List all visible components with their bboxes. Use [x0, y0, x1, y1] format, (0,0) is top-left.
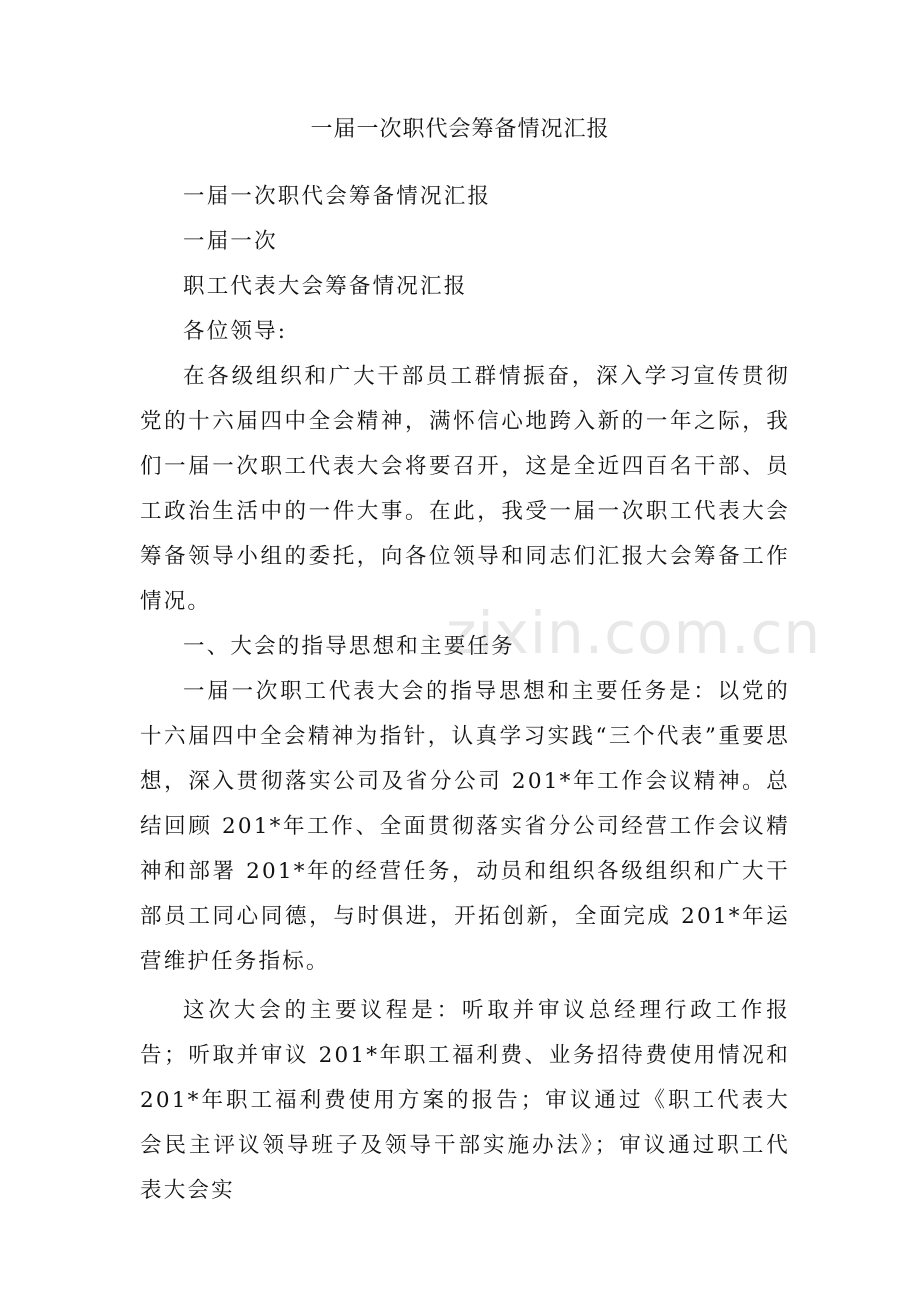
- section-heading-1: 一、大会的指导思想和主要任务: [183, 634, 515, 659]
- paragraph-subtitle-line1: 一届一次: [183, 229, 278, 254]
- document-body: [140, 174, 790, 1213]
- watermark: zixin.com.cn: [446, 599, 822, 667]
- paragraph-guiding-ideology: 一届一次职工代表大会的指导思想和主要任务是：以党的十六届四中全会精神为指针，认真学习实践“三个代表”重要思想，深入贯彻落实公司及省分公司 201*年工作会议精神。总结回顾 201*年工作、全面贯彻落实省分公司经营工作会议精神和部署 201*年的经营任务，动员和组织各级组织和广大干部员工同心同德，与时俱进，开拓创新，全面完成 201*年运营维护任务指标。: [140, 679, 790, 974]
- paragraph-introduction: 在各级组织和广大干部员工群情振奋，深入学习宣传贯彻党的十六届四中全会精神，满怀信心地跨入新的一年之际，我们一届一次职工代表大会将要召开，这是全近四百名干部、员工政治生活中的一件大事。在此，我受一届一次职工代表大会筹备领导小组的委托，向各位领导和同志们汇报大会筹备工作情况。: [140, 364, 790, 614]
- paragraph-subtitle-line2: 职工代表大会筹备情况汇报: [183, 274, 468, 299]
- paragraph-salutation: 各位领导:: [183, 319, 288, 344]
- paragraph-agenda: 这次大会的主要议程是：听取并审议总经理行政工作报告；听取并审议 201*年职工福利费、业务招待费使用情况和 201*年职工福利费使用方案的报告；审议通过《职工代表大会民主评议领导班子及领导干部实施办法》；审议通过职工代表大会实: [140, 998, 790, 1203]
- paragraph-heading-repeat: 一届一次职代会筹备情况汇报: [183, 184, 492, 209]
- document-title: 一届一次职代会筹备情况汇报: [310, 117, 610, 142]
